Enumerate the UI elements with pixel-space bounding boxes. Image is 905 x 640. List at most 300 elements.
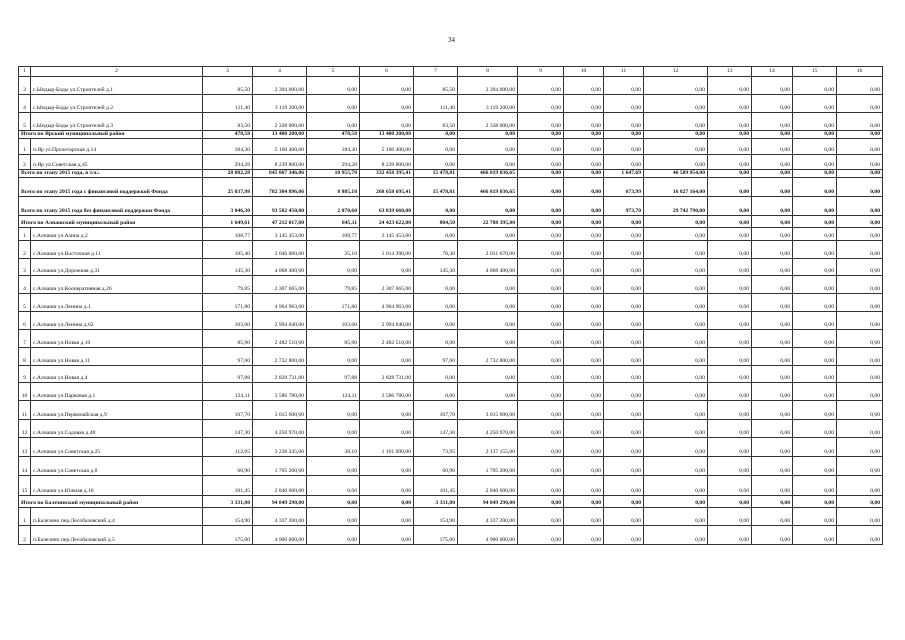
cell-col-7: 804,50 — [414, 216, 458, 228]
cell-col-11: 0,00 — [604, 526, 644, 545]
cell-col-4: 5 160 400,00 — [253, 139, 307, 155]
table-row — [19, 139, 883, 155]
cell-col-9: 0,00 — [518, 526, 564, 545]
table-row — [19, 476, 883, 496]
cell-col-16: 0,00 — [837, 330, 883, 348]
cell-col-12: 0,00 — [644, 294, 708, 312]
cell-col-9: 0,00 — [518, 496, 564, 508]
cell-col-11: 0,00 — [604, 77, 644, 95]
cell-col-6: 2 307 665,00 — [360, 276, 414, 294]
cell-col-8: 2 338 000,00 — [458, 113, 518, 131]
cell-col-3: 101,45 — [203, 476, 253, 496]
cell-col-6: 0,00 — [360, 113, 414, 131]
cell-col-5: 79,85 — [307, 276, 360, 294]
cell-col-6: 0,00 — [360, 496, 414, 508]
cell-col-11: 0,00 — [604, 241, 644, 259]
cell-col-8: 2 031 670,00 — [458, 241, 518, 259]
cell-col-13: 0,00 — [708, 383, 752, 401]
cell-col-8: 0,00 — [458, 228, 518, 241]
cell-col-12: 29 742 790,00 — [644, 197, 708, 216]
cell-col-8: 466 819 036,65 — [458, 170, 518, 178]
cell-col-15: 0,00 — [793, 95, 837, 113]
cell-col-11: 0,00 — [604, 294, 644, 312]
cell-col-5: 10 955,78 — [307, 170, 360, 178]
cell-col-10: 0,00 — [564, 438, 604, 457]
cell-col-5: 0,00 — [307, 259, 360, 276]
cell-col-15: 0,00 — [793, 131, 837, 139]
cell-col-9: 0,00 — [518, 259, 564, 276]
cell-col-8: 466 819 036,65 — [458, 178, 518, 197]
cell-col-5: 103,60 — [307, 312, 360, 330]
cell-col-16: 0,00 — [837, 366, 883, 383]
cell-col-16: 0,00 — [837, 131, 883, 139]
table-row — [19, 155, 883, 170]
cell-col-8: 3 119 200,00 — [458, 95, 518, 113]
address-cell: п.Балезино пер.Лесобазовский д.4 — [31, 508, 203, 526]
cell-col-12: 0,00 — [644, 131, 708, 139]
subtotal-row — [19, 216, 883, 228]
cell-col-12: 0,00 — [644, 77, 708, 95]
cell-col-10: 0,00 — [564, 330, 604, 348]
cell-col-3: 124,11 — [203, 383, 253, 401]
cell-col-7: 0,00 — [414, 197, 458, 216]
cell-col-15: 0,00 — [793, 178, 837, 197]
table-row — [19, 259, 883, 276]
cell-col-12: 0,00 — [644, 276, 708, 294]
cell-col-15: 0,00 — [793, 457, 837, 476]
cell-col-16: 0,00 — [837, 312, 883, 330]
row-number: 5 — [19, 113, 31, 131]
cell-col-7: 111,40 — [414, 95, 458, 113]
cell-col-14: 0,00 — [752, 131, 793, 139]
cell-col-5: 0,00 — [307, 457, 360, 476]
subtotal-label: Итого по Балезинский муниципальный район — [19, 496, 203, 508]
cell-col-5: 845,11 — [307, 216, 360, 228]
cell-col-10: 0,00 — [564, 276, 604, 294]
cell-col-15: 0,00 — [793, 526, 837, 545]
cell-col-13: 0,00 — [708, 259, 752, 276]
cell-col-10: 0,00 — [564, 508, 604, 526]
cell-col-3: 28 082,28 — [203, 170, 253, 178]
cell-col-8: 0,00 — [458, 383, 518, 401]
cell-col-12: 0,00 — [644, 113, 708, 131]
cell-col-8: 0,00 — [458, 131, 518, 139]
cell-col-7: 15 478,81 — [414, 178, 458, 197]
cell-col-9: 0,00 — [518, 95, 564, 113]
subtotal-label: Всего по этапу 2015 года, в т.ч.: — [19, 170, 203, 178]
cell-col-14: 0,00 — [752, 330, 793, 348]
cell-col-13: 0,00 — [708, 178, 752, 197]
cell-col-13: 0,00 — [708, 276, 752, 294]
cell-col-9: 0,00 — [518, 383, 564, 401]
cell-col-12: 0,00 — [644, 438, 708, 457]
cell-col-15: 0,00 — [793, 216, 837, 228]
cell-col-16: 0,00 — [837, 139, 883, 155]
cell-col-3: 3 331,80 — [203, 496, 253, 508]
cell-col-15: 0,00 — [793, 438, 837, 457]
cell-col-11: 673,99 — [604, 178, 644, 197]
cell-col-15: 0,00 — [793, 155, 837, 170]
table-row — [19, 420, 883, 438]
cell-col-5: 171,80 — [307, 294, 360, 312]
row-number: 3 — [19, 259, 31, 276]
address-cell: с.Алнаши ул.Садовая д.48 — [31, 420, 203, 438]
cell-col-14: 0,00 — [752, 228, 793, 241]
cell-col-7: 60,90 — [414, 457, 458, 476]
cell-col-13: 0,00 — [708, 348, 752, 366]
cell-col-9: 0,00 — [518, 276, 564, 294]
cell-col-6: 2 994 040,00 — [360, 312, 414, 330]
table-row — [19, 348, 883, 366]
cell-col-9: 0,00 — [518, 178, 564, 197]
row-number: 4 — [19, 95, 31, 113]
cell-col-9: 0,00 — [518, 312, 564, 330]
page-number: 34 — [448, 36, 455, 44]
cell-col-7: 0,00 — [414, 294, 458, 312]
cell-col-16: 0,00 — [837, 197, 883, 216]
address-cell: с.Алнаши ул.Кооперативная д.26 — [31, 276, 203, 294]
cell-col-4: 4 964 963,00 — [253, 294, 307, 312]
cell-col-4: 2 828 731,00 — [253, 366, 307, 383]
cell-col-7: 0,00 — [414, 228, 458, 241]
cell-col-4: 93 582 450,00 — [253, 197, 307, 216]
cell-col-5: 38,10 — [307, 438, 360, 457]
cell-col-16: 0,00 — [837, 259, 883, 276]
cell-col-8: 0,00 — [458, 366, 518, 383]
cell-col-4: 13 400 200,00 — [253, 131, 307, 139]
cell-col-10: 0,00 — [564, 139, 604, 155]
cell-col-6: 0,00 — [360, 420, 414, 438]
cell-col-13: 0,00 — [708, 131, 752, 139]
cell-col-10: 0,00 — [564, 457, 604, 476]
cell-col-9: 0,00 — [518, 216, 564, 228]
cell-col-16: 0,00 — [837, 241, 883, 259]
cell-col-12: 0,00 — [644, 457, 708, 476]
cell-col-13: 0,00 — [708, 496, 752, 508]
cell-col-8: 4 337 200,00 — [458, 508, 518, 526]
cell-col-6: 63 839 660,00 — [360, 197, 414, 216]
column-number-14: 14 — [752, 67, 793, 77]
table-row — [19, 401, 883, 420]
cell-col-16: 0,00 — [837, 155, 883, 170]
row-number: 1 — [19, 508, 31, 526]
table-row — [19, 383, 883, 401]
cell-col-12: 0,00 — [644, 366, 708, 383]
cell-col-14: 0,00 — [752, 241, 793, 259]
cell-col-4: 94 849 290,00 — [253, 496, 307, 508]
row-number: 14 — [19, 457, 31, 476]
cell-col-4: 8 239 800,00 — [253, 155, 307, 170]
cell-col-4: 845 867 346,06 — [253, 170, 307, 178]
row-number: 15 — [19, 476, 31, 496]
cell-col-10: 0,00 — [564, 294, 604, 312]
column-number-2: 2 — [31, 67, 203, 77]
cell-col-13: 0,00 — [708, 420, 752, 438]
cell-col-8: 94 849 290,00 — [458, 496, 518, 508]
column-number-9: 9 — [518, 67, 564, 77]
cell-col-8: 0,00 — [458, 155, 518, 170]
cell-col-4: 2 732 800,00 — [253, 348, 307, 366]
cell-col-11: 0,00 — [604, 457, 644, 476]
cell-col-15: 0,00 — [793, 259, 837, 276]
cell-col-9: 0,00 — [518, 139, 564, 155]
cell-col-7: 175,00 — [414, 526, 458, 545]
row-number: 9 — [19, 366, 31, 383]
cell-col-13: 0,00 — [708, 438, 752, 457]
cell-col-14: 0,00 — [752, 95, 793, 113]
cell-col-6: 268 658 695,41 — [360, 178, 414, 197]
cell-col-4: 3 586 780,00 — [253, 383, 307, 401]
address-cell: с.Алнаши ул.Дорожная д.31 — [31, 259, 203, 276]
cell-col-9: 0,00 — [518, 476, 564, 496]
table-row — [19, 526, 883, 545]
cell-col-5: 184,30 — [307, 139, 360, 155]
cell-col-14: 0,00 — [752, 348, 793, 366]
resettlement-register-table — [18, 66, 883, 545]
cell-col-9: 0,00 — [518, 197, 564, 216]
cell-col-16: 0,00 — [837, 420, 883, 438]
cell-col-11: 0,00 — [604, 216, 644, 228]
cell-col-9: 0,00 — [518, 366, 564, 383]
row-number: 7 — [19, 330, 31, 348]
row-number: 1 — [19, 228, 31, 241]
cell-col-5: 294,28 — [307, 155, 360, 170]
cell-col-10: 0,00 — [564, 216, 604, 228]
cell-col-3: 97,60 — [203, 348, 253, 366]
cell-col-11: 0,00 — [604, 348, 644, 366]
cell-col-11: 1 647,69 — [604, 170, 644, 178]
cell-col-5: 85,90 — [307, 330, 360, 348]
cell-col-5: 8 885,18 — [307, 178, 360, 197]
cell-col-8: 1 705 200,00 — [458, 457, 518, 476]
cell-col-5: 0,00 — [307, 77, 360, 95]
column-number-10: 10 — [564, 67, 604, 77]
cell-col-8: 2 137 155,00 — [458, 438, 518, 457]
cell-col-11: 0,00 — [604, 508, 644, 526]
subtotal-label: Итого по Ярский муниципальный район — [19, 131, 203, 139]
cell-col-12: 0,00 — [644, 155, 708, 170]
column-number-6: 6 — [360, 67, 414, 77]
cell-col-13: 0,00 — [708, 526, 752, 545]
cell-col-7: 97,60 — [414, 348, 458, 366]
cell-col-7: 0,00 — [414, 139, 458, 155]
cell-col-15: 0,00 — [793, 77, 837, 95]
table-row — [19, 508, 883, 526]
cell-col-5: 0,00 — [307, 420, 360, 438]
cell-col-3: 97,88 — [203, 366, 253, 383]
cell-col-8: 0,00 — [458, 294, 518, 312]
cell-col-9: 0,00 — [518, 294, 564, 312]
table-row — [19, 438, 883, 457]
cell-col-6: 0,00 — [360, 77, 414, 95]
cell-col-3: 105,40 — [203, 241, 253, 259]
cell-col-14: 0,00 — [752, 197, 793, 216]
address-cell: с.Алнаши ул.Новая д.11 — [31, 348, 203, 366]
cell-col-3: 85,50 — [203, 77, 253, 95]
cell-col-16: 0,00 — [837, 170, 883, 178]
cell-col-11: 0,00 — [604, 476, 644, 496]
cell-col-4: 2 840 600,00 — [253, 476, 307, 496]
cell-col-6: 0,00 — [360, 401, 414, 420]
address-cell: с.Алнаши ул.Ленина д.62 — [31, 312, 203, 330]
column-number-15: 15 — [793, 67, 837, 77]
cell-col-3: 79,85 — [203, 276, 253, 294]
cell-col-12: 0,00 — [644, 312, 708, 330]
cell-col-14: 0,00 — [752, 178, 793, 197]
cell-col-10: 0,00 — [564, 312, 604, 330]
cell-col-8: 22 788 395,00 — [458, 216, 518, 228]
cell-col-10: 0,00 — [564, 366, 604, 383]
cell-col-15: 0,00 — [793, 366, 837, 383]
cell-col-6: 0,00 — [360, 457, 414, 476]
cell-col-5: 0,00 — [307, 476, 360, 496]
cell-col-7: 101,45 — [414, 476, 458, 496]
cell-col-7: 0,00 — [414, 330, 458, 348]
row-number: 2 — [19, 241, 31, 259]
table-row — [19, 241, 883, 259]
cell-col-12: 0,00 — [644, 216, 708, 228]
column-number-13: 13 — [708, 67, 752, 77]
table-row — [19, 312, 883, 330]
cell-col-4: 2 394 000,00 — [253, 77, 307, 95]
cell-col-14: 0,00 — [752, 216, 793, 228]
cell-col-15: 0,00 — [793, 170, 837, 178]
table-row — [19, 77, 883, 95]
address-cell: с.Ындыр-Боды ул.Строителей д.2 — [31, 95, 203, 113]
cell-col-11: 0,00 — [604, 383, 644, 401]
cell-col-11: 0,00 — [604, 95, 644, 113]
cell-col-13: 0,00 — [708, 139, 752, 155]
row-number: 6 — [19, 312, 31, 330]
cell-col-10: 0,00 — [564, 131, 604, 139]
cell-col-11: 0,00 — [604, 139, 644, 155]
cell-col-14: 0,00 — [752, 312, 793, 330]
table-row — [19, 457, 883, 476]
cell-col-4: 2 307 665,00 — [253, 276, 307, 294]
table-row — [19, 330, 883, 348]
cell-col-16: 0,00 — [837, 113, 883, 131]
address-cell: с.Ындыр-Боды ул.Строителей д.3 — [31, 113, 203, 131]
cell-col-4: 4 900 000,00 — [253, 526, 307, 545]
cell-col-4: 4 337 200,00 — [253, 508, 307, 526]
cell-col-8: 4 068 400,00 — [458, 259, 518, 276]
column-number-4: 4 — [253, 67, 307, 77]
cell-col-10: 0,00 — [564, 383, 604, 401]
cell-col-7: 154,90 — [414, 508, 458, 526]
cell-col-6: 0,00 — [360, 259, 414, 276]
cell-col-8: 4 250 970,00 — [458, 420, 518, 438]
cell-col-3: 60,90 — [203, 457, 253, 476]
row-number: 2 — [19, 526, 31, 545]
cell-col-13: 0,00 — [708, 312, 752, 330]
cell-col-13: 0,00 — [708, 508, 752, 526]
cell-col-8: 0,00 — [458, 139, 518, 155]
cell-col-13: 0,00 — [708, 216, 752, 228]
cell-col-7: 0,00 — [414, 155, 458, 170]
cell-col-9: 0,00 — [518, 241, 564, 259]
cell-col-15: 0,00 — [793, 401, 837, 420]
cell-col-16: 0,00 — [837, 508, 883, 526]
cell-col-14: 0,00 — [752, 420, 793, 438]
cell-col-3: 171,80 — [203, 294, 253, 312]
cell-col-13: 0,00 — [708, 170, 752, 178]
cell-col-8: 2 840 600,00 — [458, 476, 518, 496]
cell-col-13: 0,00 — [708, 476, 752, 496]
cell-col-8: 2 732 800,00 — [458, 348, 518, 366]
cell-col-5: 0,00 — [307, 508, 360, 526]
cell-col-3: 103,60 — [203, 312, 253, 330]
cell-col-16: 0,00 — [837, 95, 883, 113]
cell-col-13: 0,00 — [708, 294, 752, 312]
cell-col-10: 0,00 — [564, 401, 604, 420]
cell-col-12: 0,00 — [644, 330, 708, 348]
cell-col-3: 83,50 — [203, 113, 253, 131]
column-number-11: 11 — [604, 67, 644, 77]
column-number-12: 12 — [644, 67, 708, 77]
cell-col-10: 0,00 — [564, 476, 604, 496]
row-number: 1 — [19, 139, 31, 155]
cell-col-15: 0,00 — [793, 476, 837, 496]
cell-col-10: 0,00 — [564, 113, 604, 131]
cell-col-12: 0,00 — [644, 420, 708, 438]
cell-col-3: 147,30 — [203, 420, 253, 438]
address-cell: с.Алнаши ул.Ленина д.1 — [31, 294, 203, 312]
cell-col-14: 0,00 — [752, 155, 793, 170]
cell-col-6: 13 400 200,00 — [360, 131, 414, 139]
cell-col-8: 0,00 — [458, 197, 518, 216]
cell-col-11: 0,00 — [604, 113, 644, 131]
cell-col-6: 0,00 — [360, 476, 414, 496]
cell-col-9: 0,00 — [518, 457, 564, 476]
cell-col-13: 0,00 — [708, 197, 752, 216]
cell-col-7: 3 331,80 — [414, 496, 458, 508]
cell-col-16: 0,00 — [837, 276, 883, 294]
cell-col-9: 0,00 — [518, 77, 564, 95]
cell-col-5: 0,00 — [307, 401, 360, 420]
cell-col-5: 2 070,60 — [307, 197, 360, 216]
cell-col-4: 2 482 510,00 — [253, 330, 307, 348]
cell-col-3: 85,90 — [203, 330, 253, 348]
cell-col-14: 0,00 — [752, 438, 793, 457]
cell-col-15: 0,00 — [793, 113, 837, 131]
cell-col-9: 0,00 — [518, 330, 564, 348]
cell-col-15: 0,00 — [793, 228, 837, 241]
subtotal-row — [19, 197, 883, 216]
address-cell: с.Алнаши ул.Восточная д.11 — [31, 241, 203, 259]
address-cell: с.Алнаши ул.Советская д.25 — [31, 438, 203, 457]
cell-col-7: 0,00 — [414, 131, 458, 139]
cell-col-12: 0,00 — [644, 228, 708, 241]
subtotal-row — [19, 496, 883, 508]
column-number-5: 5 — [307, 67, 360, 77]
cell-col-10: 0,00 — [564, 526, 604, 545]
cell-col-11: 0,00 — [604, 155, 644, 170]
address-cell: п.Яр ул.Пролетарская д.14 — [31, 139, 203, 155]
address-cell: с.Алнаши ул.Южная д.10 — [31, 476, 203, 496]
cell-col-4: 1 705 200,00 — [253, 457, 307, 476]
subtotal-label: Итого по Алнашский муниципальный район — [19, 216, 203, 228]
cell-col-15: 0,00 — [793, 383, 837, 401]
cell-col-14: 0,00 — [752, 508, 793, 526]
cell-col-12: 46 589 954,00 — [644, 170, 708, 178]
cell-col-13: 0,00 — [708, 330, 752, 348]
cell-col-6: 24 423 622,00 — [360, 216, 414, 228]
cell-col-14: 0,00 — [752, 259, 793, 276]
cell-col-13: 0,00 — [708, 155, 752, 170]
cell-col-11: 973,70 — [604, 197, 644, 216]
cell-col-13: 0,00 — [708, 457, 752, 476]
cell-col-11: 0,00 — [604, 401, 644, 420]
